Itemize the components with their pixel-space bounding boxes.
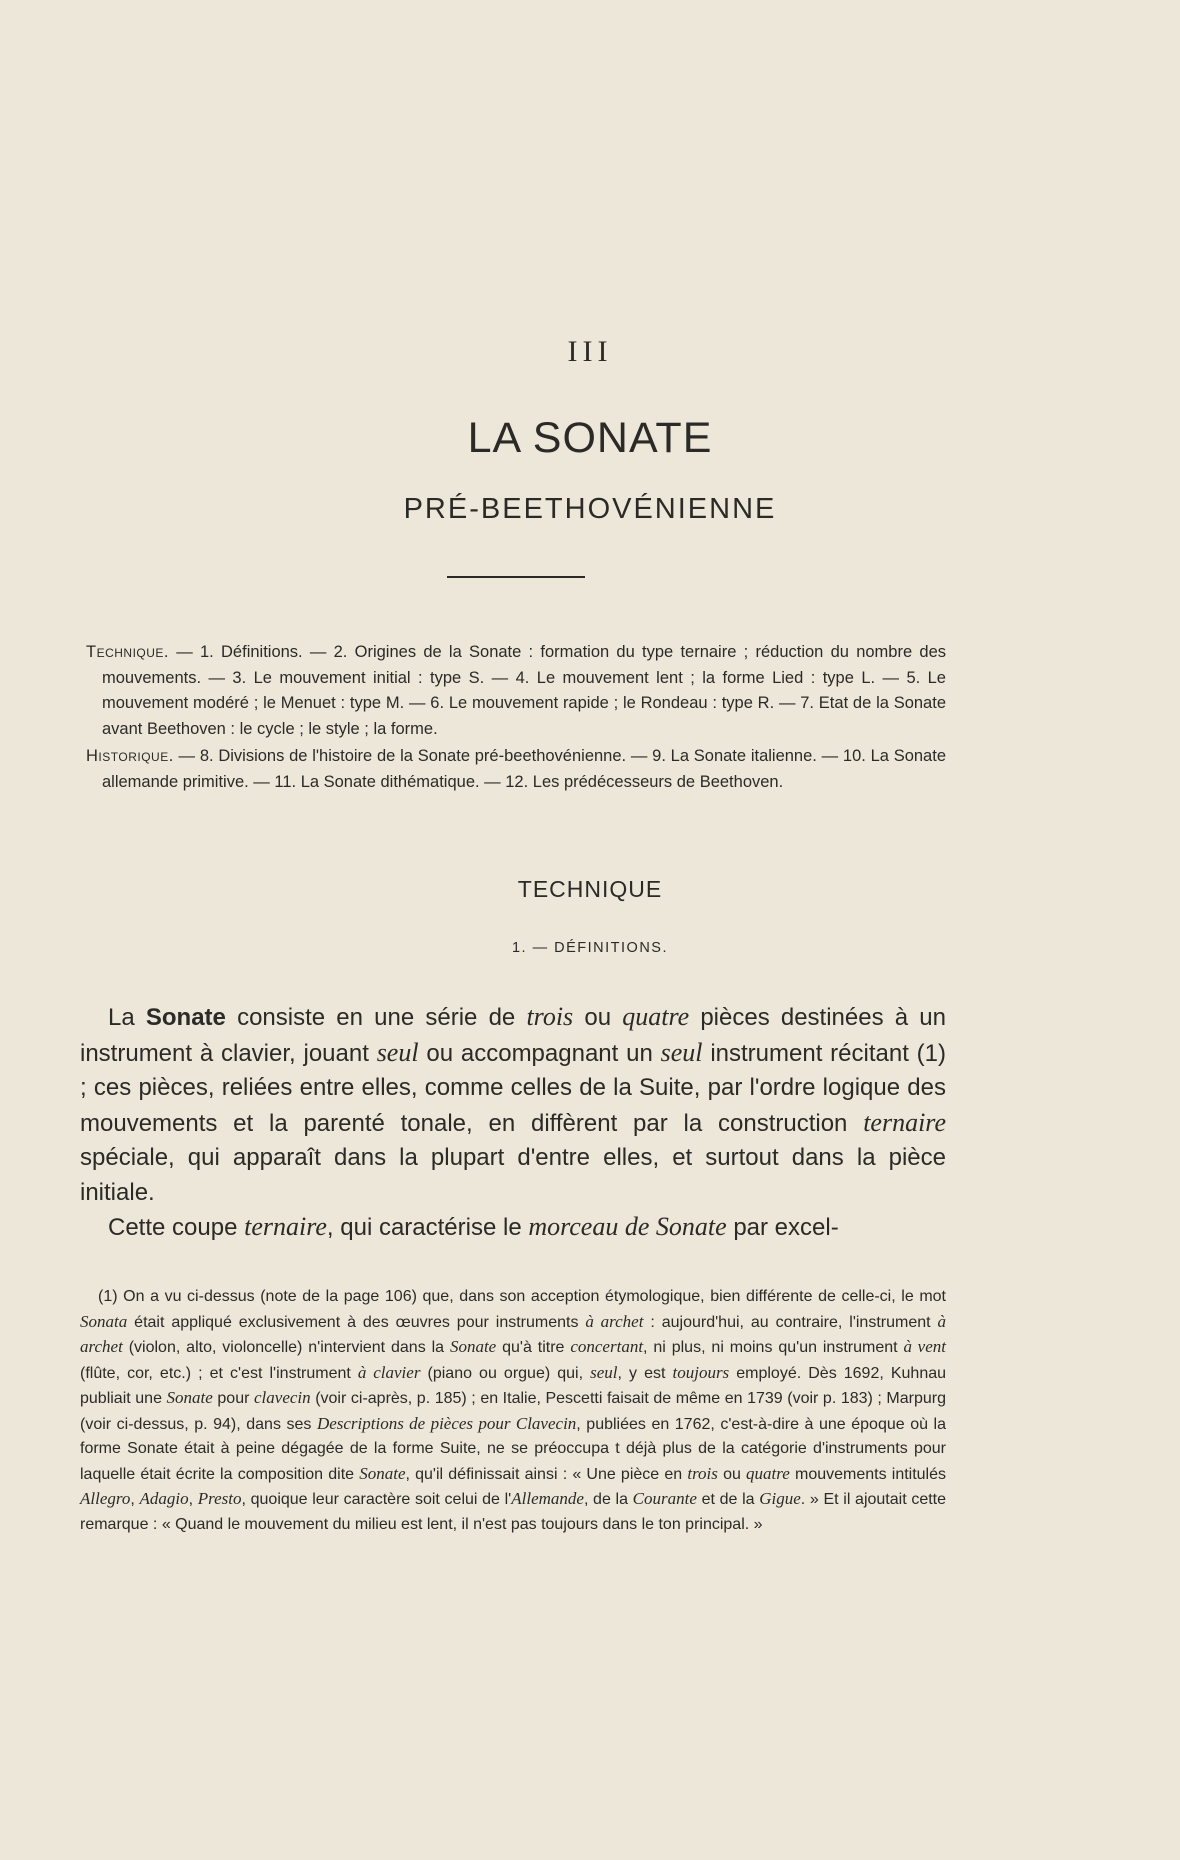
summary-historique-text: — 8. Divisions de l'histoire de la Sonate pré-beethovénienne. — 9. La Sonate italienne. — 10. La Sonate allemande primitive. — 11. La Sonate dithématique. — 12. Les prédécesseurs de Beethoven.: [102, 747, 946, 791]
chapter-subtitle: PRÉ-BEETHOVÉNIENNE: [403, 493, 777, 525]
section-title: TECHNIQUE: [517, 876, 663, 902]
footnote-text: (1) On a vu ci-dessus (note de la page 106) que, dans son acception étymologique, bien différente de celle-ci, le mot Sonata était appliqué exclusivement à des œuvres pour instruments à archet : aujourd'hui, au contraire, l'instrument à archet (violon, alto, violoncelle) n'intervient dans la Sonate qu'à titre concertant, ni plus, ni moins qu'un instrument à vent (flûte, cor, etc.) ; et c'est l'instrument à clavier (piano ou orgue) qui, seul, y est toujours employé. Dès 1692, Kuhnau publiait une Sonate pour clavecin (voir ci-après, p. 185) ; en Italie, Pescetti faisait de même en 1739 (voir p. 183) ; Marpurg (voir ci-dessus, p. 94), dans ses Descriptions de pièces pour Clavecin, publiées en 1762, c'est-à-dire à une époque où la forme Sonate était à peine dégagée de la forme Suite, ne se préoccupa t déjà plus de la catégorie d'instruments pour laquelle était écrite la composition dite Sonate, qu'il définissait ainsi : « Une pièce en trois ou quatre mouvements intitulés Allegro, Adagio, Presto, quoique leur caractère soit celui de l'Allemande, de la Courante et de la Gigue. » Et il ajoutait cette remarque : « Quand le mouvement du milieu est lent, il n'est pas toujours dans le ton principal. »: [80, 1288, 947, 1533]
summary-technique: [86, 640, 946, 742]
summary-technique-label: Technique.: [86, 643, 170, 661]
body-paragraph: La Sonate consiste en une série de trois ou quatre pièces destinées à un instrument à clavier, jouant seul ou accompagnant un seul instrument récitant (1) ; ces pièces, reliées entre elles, comme celles de la Suite, par l'ordre logique des mouvements et la parenté tonale, en diffèrent par la construction ternaire spéciale, qui apparaît dans la plupart d'entre elles, et surtout dans la pièce initiale.: [80, 1002, 946, 1206]
subsection-title: 1. — DÉFINITIONS.: [511, 940, 668, 956]
summary-historique-label: Historique.: [86, 747, 174, 765]
title-divider: [447, 576, 585, 578]
chapter-summary: [86, 640, 946, 795]
footnote: [80, 1285, 946, 1537]
body-text: [80, 1000, 946, 1246]
chapter-number: III: [567, 335, 613, 368]
summary-historique: [86, 744, 946, 795]
summary-technique-text: — 1. Définitions. — 2. Origines de la Sonate : formation du type ternaire ; réduction du nombre des mouvements. — 3. Le mouvement initial : type S. — 4. Le mouvement lent ; la forme Lied : type L. — 5. Le mouvement modéré ; le Menuet : type M. — 6. Le mouvement rapide ; le Rondeau : type R. — 7. Etat de la Sonate avant Beethoven : le cycle ; le style ; la forme.: [102, 643, 946, 738]
chapter-title: LA SONATE: [467, 414, 713, 462]
body-paragraph: Cette coupe ternaire, qui caractérise le morceau de Sonate par excel-: [108, 1212, 839, 1241]
